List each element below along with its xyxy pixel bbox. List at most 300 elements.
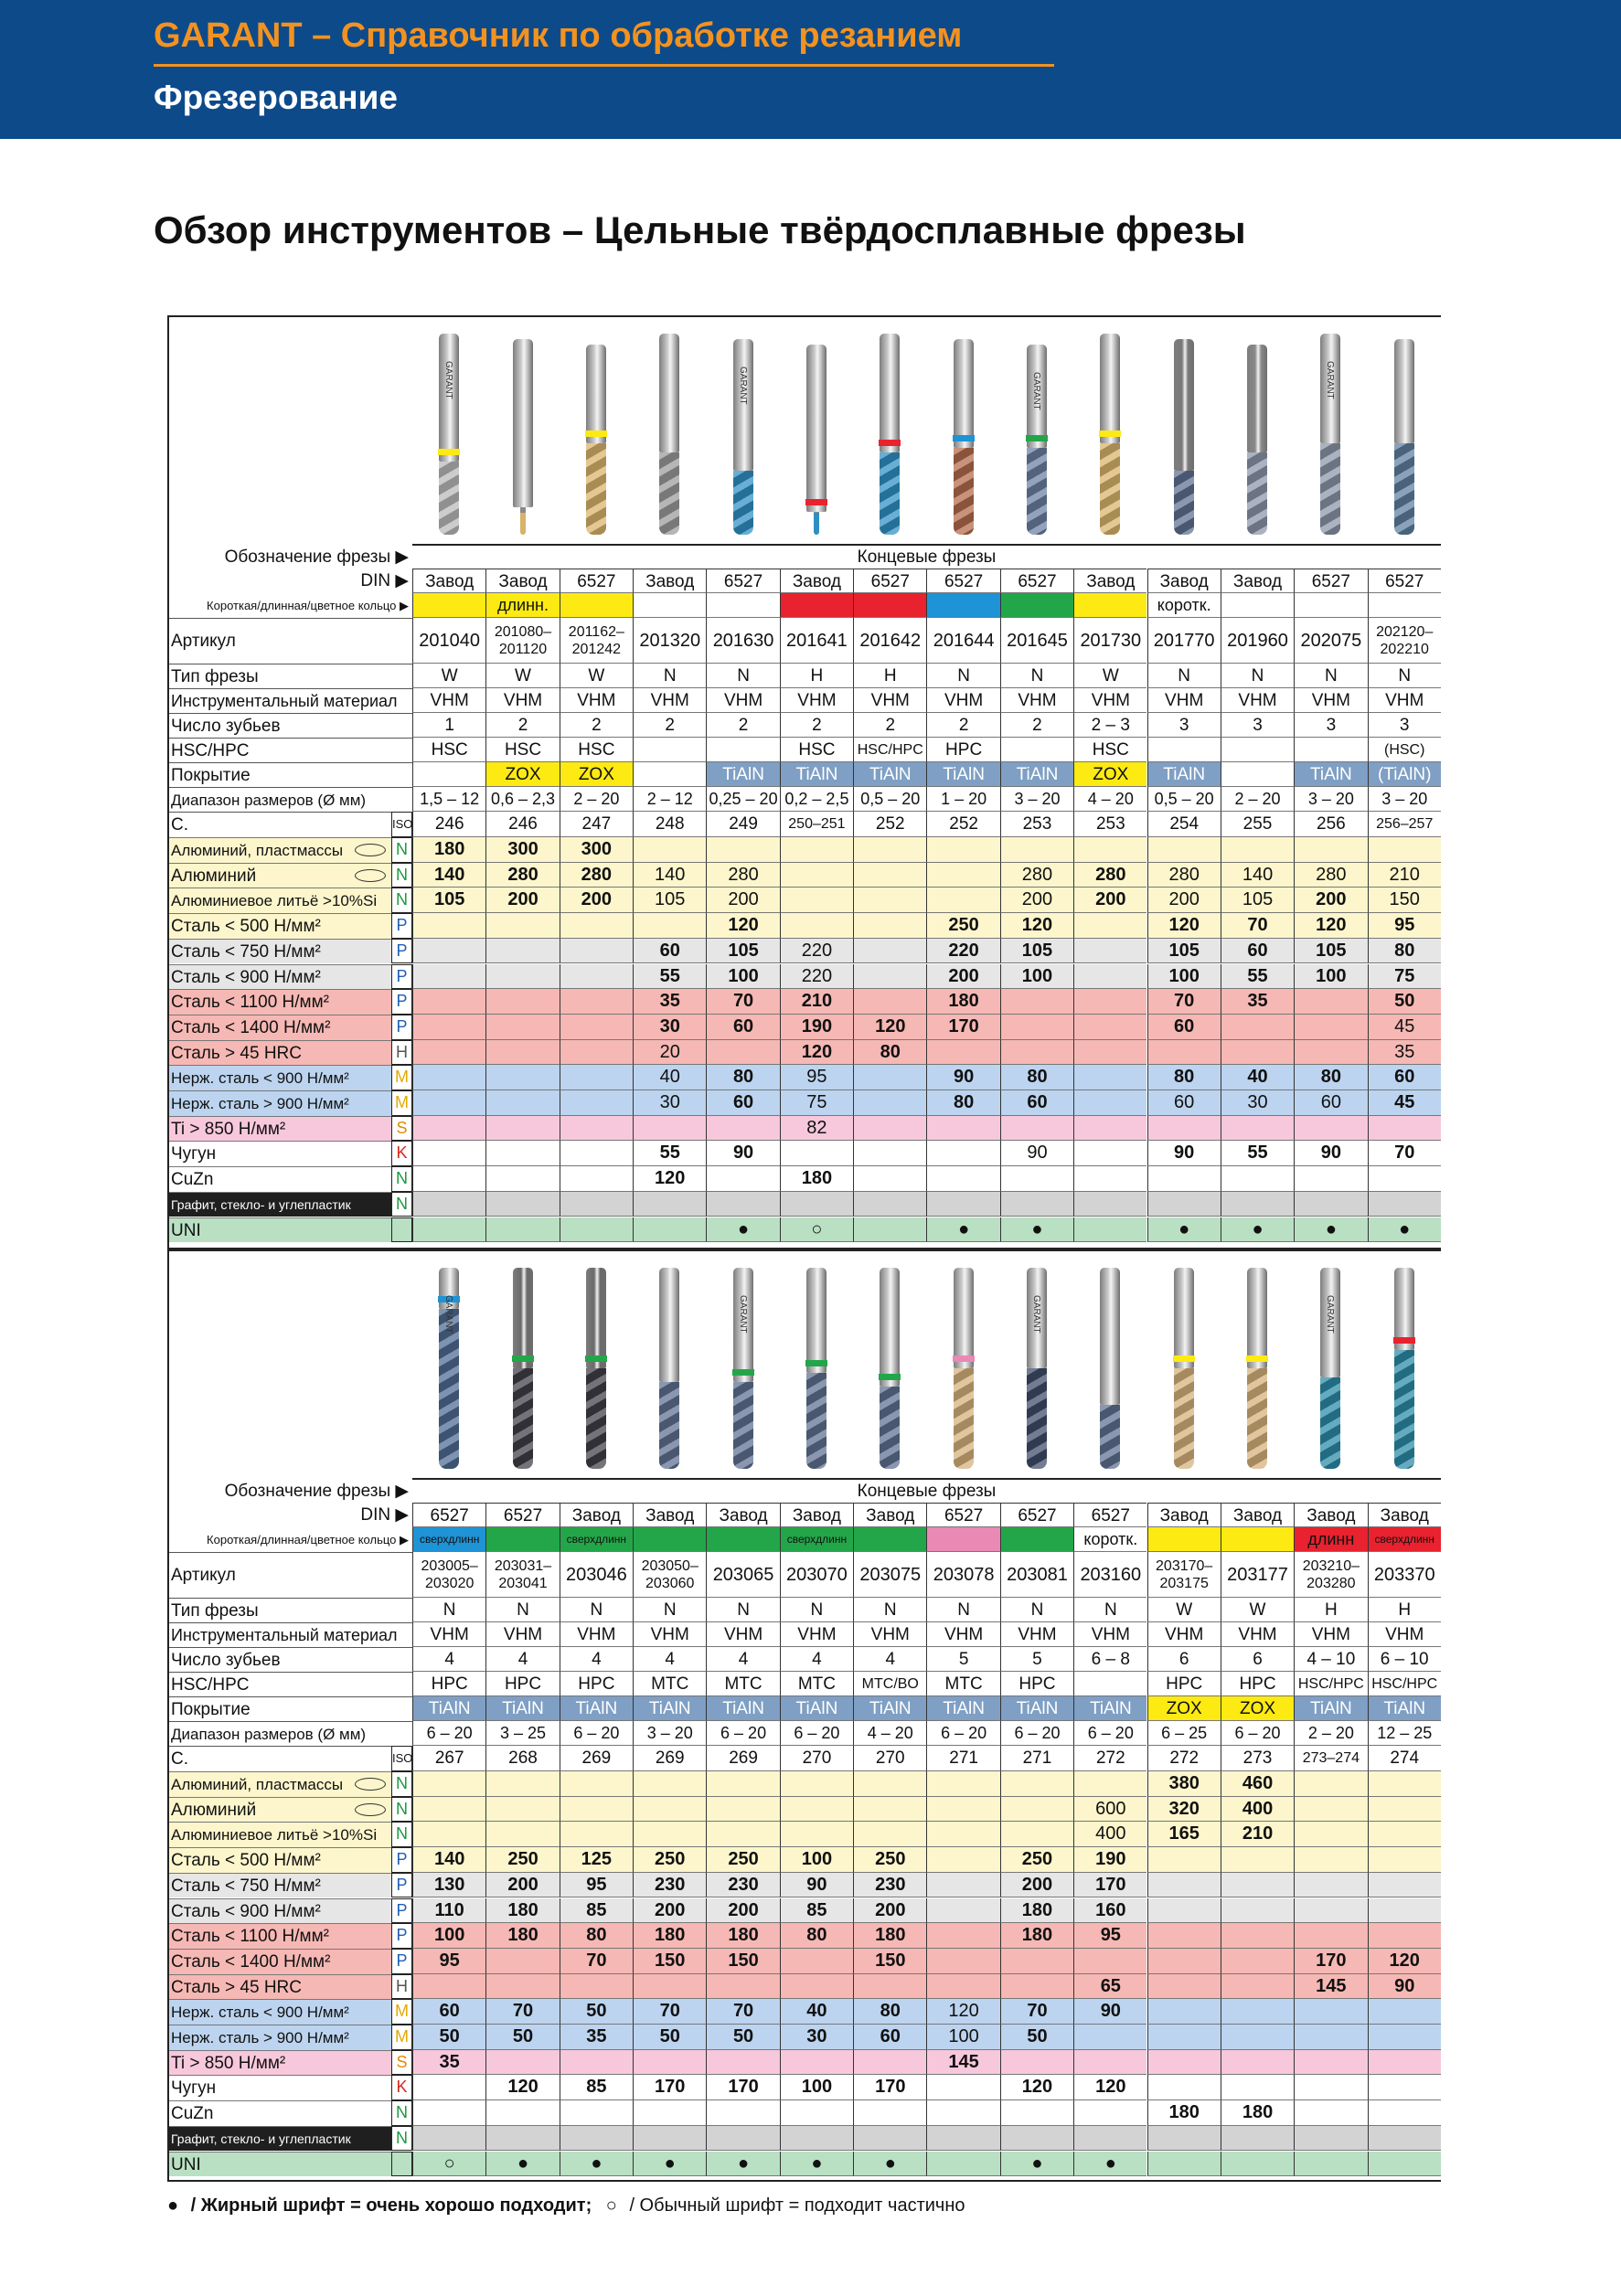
value-cell: 400 [1221,1797,1294,1823]
type-cell: N [1221,664,1294,688]
page-cell: 254 [1147,812,1221,837]
value-cell [780,1797,853,1823]
value-cell [1147,1847,1221,1873]
value-cell: 170 [633,2075,706,2100]
value-cell [1073,1192,1146,1217]
value-cell [780,837,853,863]
type-cell: W [485,664,559,688]
ring-cell [633,593,706,618]
range-cell: 3 – 20 [1000,787,1073,812]
value-cell [485,989,559,1015]
value-cell [633,1217,706,1243]
value-cell [1073,1116,1146,1142]
ring-cell [780,593,853,618]
iso-code: N [391,837,412,863]
value-cell [1368,2050,1441,2076]
din-cell: Завод [560,1503,633,1527]
value-cell [780,1192,853,1217]
teeth-cell: 5 [1000,1647,1073,1672]
material-row-label: Сталь < 900 Н/мм² [167,964,391,990]
type-cell: N [1294,664,1367,688]
material-cell: VHM [412,1622,485,1647]
value-cell [706,1040,779,1066]
value-cell [853,1217,926,1243]
value-cell: 200 [926,964,999,990]
coating-cell: TiAlN [1294,762,1367,787]
value-cell [560,1217,633,1243]
value-cell: 55 [1221,964,1294,990]
value-cell: 85 [560,1898,633,1924]
material-cell: VHM [1368,1622,1441,1647]
type-cell: N [926,664,999,688]
value-cell [853,939,926,964]
value-cell: 180 [633,1923,706,1949]
tool-13 [1320,1268,1340,1469]
value-cell: 75 [1368,964,1441,990]
legend-bold-text: / Жирный шрифт = очень хорошо подходит; [186,2195,592,2216]
iso-code: P [391,1015,412,1040]
value-cell: 220 [780,964,853,990]
header-subtitle: Фрезерование [154,79,398,116]
value-cell [633,1797,706,1823]
value-cell: 90 [926,1065,999,1090]
teeth-cell: 4 [412,1647,485,1672]
value-cell [1368,1999,1441,2025]
hsc-cell: MTC [780,1672,853,1696]
teeth-cell: 4 [633,1647,706,1672]
label-type: Тип фрезы [167,664,412,688]
coating-cell: TiAlN [1000,1696,1073,1721]
tool-ring [1026,435,1048,441]
value-cell [926,1116,999,1142]
value-cell: 70 [706,1999,779,2025]
material-cell: VHM [560,688,633,713]
material-row-label: Ti > 850 Н/мм² [167,2050,391,2076]
iso-code: M [391,1090,412,1116]
range-cell: 0,5 – 20 [1147,787,1221,812]
page-cell: 274 [1368,1746,1441,1771]
value-cell: 140 [412,1847,485,1873]
value-cell: 145 [926,2050,999,2076]
value-cell: 60 [853,2025,926,2050]
value-cell [1147,837,1221,863]
iso-code: P [391,989,412,1015]
value-cell: ● [853,2152,926,2177]
range-cell: 4 – 20 [1073,787,1146,812]
hsc-cell: HPC [1000,1672,1073,1696]
tool-brand-label: GARANT [1030,372,1041,410]
range-cell: 2 – 20 [1294,1721,1367,1746]
din-cell: Завод [633,569,706,593]
tool-ring [438,449,460,455]
ring-cell [1073,593,1146,618]
value-cell [1147,2025,1221,2050]
value-cell [1294,1847,1367,1873]
value-cell: 80 [1000,1065,1073,1090]
value-cell: ● [706,2152,779,2177]
hsc-cell: HPC [1147,1672,1221,1696]
value-cell: 100 [1000,964,1073,990]
value-cell: 140 [633,863,706,888]
value-cell: 125 [560,1847,633,1873]
value-cell: 80 [706,1065,779,1090]
material-cell: VHM [1073,688,1146,713]
value-cell [412,1217,485,1243]
value-cell: 40 [780,1999,853,2025]
range-cell: 6 – 25 [1147,1721,1221,1746]
value-cell: 105 [706,939,779,964]
tool-8 [954,1268,974,1469]
iso-code: N [391,888,412,913]
value-cell: 120 [1073,2075,1146,2100]
iso-code: N [391,2100,412,2126]
value-cell [1000,2126,1073,2152]
value-cell [853,2126,926,2152]
coating-cell: TiAlN [1147,762,1221,787]
article-cell: 203160 [1073,1552,1146,1598]
hsc-cell: HSC [560,738,633,762]
range-cell: 6 – 20 [926,1721,999,1746]
type-cell: W [1147,1598,1221,1622]
value-cell: 60 [1000,1090,1073,1116]
value-cell [1294,1898,1367,1924]
value-cell [1294,1116,1367,1142]
teeth-cell: 4 [706,1647,779,1672]
value-cell: 50 [560,1999,633,2025]
value-cell [926,1797,999,1823]
din-cell: 6527 [485,1503,559,1527]
article-cell: 203005– 203020 [412,1552,485,1598]
value-cell [633,1771,706,1797]
header-rule [154,64,1054,67]
group-label: Концевые фрезы [412,544,1441,569]
hsc-cell: MTC [633,1672,706,1696]
header-title: GARANT – Справочник по обработке резанием [154,16,963,55]
material-row-label: Алюминий, пластмассы [167,1771,391,1797]
value-cell [853,989,926,1015]
teeth-cell: 6 [1147,1647,1221,1672]
article-cell: 203370 [1368,1552,1441,1598]
value-cell: 100 [780,1847,853,1873]
value-cell: 50 [633,2025,706,2050]
article-cell: 201162– 201242 [560,618,633,664]
value-cell [560,1090,633,1116]
iso-code: H [391,1974,412,2000]
value-cell [926,1898,999,1924]
iso-code: S [391,2050,412,2076]
material-row-label: Нерж. сталь < 900 Н/мм² [167,1065,391,1090]
tool-ring [879,1374,901,1380]
value-cell: 250 [633,1847,706,1873]
value-cell [1294,1771,1367,1797]
value-cell: 120 [853,1015,926,1040]
tool-ring [879,440,901,446]
din-cell: 6527 [1368,569,1441,593]
page-cell: 272 [1073,1746,1146,1771]
din-cell: 6527 [412,1503,485,1527]
value-cell [1294,1822,1367,1847]
tool-shank [1174,1268,1194,1368]
teeth-cell: 4 [485,1647,559,1672]
value-cell [1294,989,1367,1015]
value-cell: 95 [560,1873,633,1898]
tool-ring [1393,1337,1415,1344]
value-cell: 70 [560,1949,633,1974]
iso-code: N [391,1822,412,1847]
teeth-cell: 3 [1368,713,1441,738]
value-cell [780,863,853,888]
tool-shank [659,334,679,452]
value-cell [1294,1040,1367,1066]
value-cell: 90 [706,1141,779,1166]
din-cell: 6527 [1294,569,1367,593]
value-cell [1368,2075,1441,2100]
tool-shank [513,1268,533,1368]
value-cell: 280 [1147,863,1221,888]
value-cell: 120 [485,2075,559,2100]
value-cell: ○ [412,2152,485,2177]
value-cell [560,1822,633,1847]
coating-cell: TiAlN [780,1696,853,1721]
value-cell [853,1166,926,1192]
type-cell: N [412,1598,485,1622]
value-cell: 145 [1294,1974,1367,2000]
hsc-cell [706,738,779,762]
coating-cell: ZOX [1147,1696,1221,1721]
value-cell: 60 [1147,1015,1221,1040]
value-cell [633,1822,706,1847]
value-cell [853,2100,926,2126]
iso-code: N [391,1166,412,1192]
value-cell [1073,1015,1146,1040]
din-cell: 6527 [706,569,779,593]
value-cell [1368,837,1441,863]
ring-cell [706,1527,779,1552]
din-cell: 6527 [926,1503,999,1527]
hsc-cell: HSC/HPC [1294,1672,1367,1696]
material-cell: VHM [853,1622,926,1647]
value-cell: 80 [853,1999,926,2025]
article-cell: 203046 [560,1552,633,1598]
article-cell: 201645 [1000,618,1073,664]
material-cell: VHM [560,1622,633,1647]
value-cell: ● [1000,1217,1073,1243]
value-cell: 45 [1368,1090,1441,1116]
tool-ring [585,430,607,437]
tool-shank [954,1268,974,1368]
value-cell: 200 [485,1873,559,1898]
value-cell: 105 [633,888,706,913]
value-cell [1368,2126,1441,2152]
tool-flute [733,471,753,535]
range-cell: 6 – 20 [1073,1721,1146,1746]
tool-10 [1100,334,1120,535]
article-cell: 203170– 203175 [1147,1552,1221,1598]
value-cell [1073,1040,1146,1066]
material-row-label: Сталь < 1100 Н/мм² [167,1923,391,1949]
value-cell: ● [1073,2152,1146,2177]
tool-ring [1246,1355,1268,1362]
iso-code: N [391,1192,412,1217]
tool-flute [1027,448,1047,535]
value-cell: ● [485,2152,559,2177]
article-cell: 203081 [1000,1552,1073,1598]
value-cell [1294,2050,1367,2076]
range-cell: 6 – 20 [1221,1721,1294,1746]
ring-cell [1000,1527,1073,1552]
value-cell: 60 [706,1090,779,1116]
value-cell [633,2050,706,2076]
teeth-cell: 3 [1147,713,1221,738]
value-cell [853,1771,926,1797]
din-cell: Завод [1294,1503,1367,1527]
material-cell: VHM [706,688,779,713]
coating-cell: TiAlN [780,762,853,787]
value-cell [1221,1166,1294,1192]
value-cell: 180 [706,1923,779,1949]
value-cell [485,1116,559,1142]
tool-brand-label: GARANT [737,1295,748,1334]
tool-14 [1394,1268,1414,1469]
value-cell: 200 [1294,888,1367,913]
value-cell [412,1822,485,1847]
value-cell [1221,1847,1294,1873]
value-cell: 120 [706,913,779,939]
iso-code: M [391,1999,412,2025]
value-cell: 120 [1000,913,1073,939]
hsc-cell [1221,738,1294,762]
value-cell: 200 [1000,1873,1073,1898]
label-designation: Обозначение фрезы ▶ [224,547,409,567]
teeth-cell: 4 – 10 [1294,1647,1367,1672]
value-cell: 150 [706,1949,779,1974]
value-cell [1147,1166,1221,1192]
value-cell: 140 [1221,863,1294,888]
din-cell: 6527 [853,569,926,593]
value-cell: ● [926,1217,999,1243]
value-cell [1221,2152,1294,2177]
value-cell: 190 [1073,1847,1146,1873]
value-cell [1221,1192,1294,1217]
value-cell: 60 [633,939,706,964]
material-cell: VHM [1294,688,1367,713]
coating-cell: TiAlN [926,762,999,787]
value-cell [412,1090,485,1116]
article-cell: 203031– 203041 [485,1552,559,1598]
value-cell [853,1797,926,1823]
material-row-label: Алюминиевое литьё >10%Si [167,888,391,913]
label-ring: Короткая/длинная/цветное кольцо ▶ [207,1533,409,1547]
din-cell: Завод [1221,1503,1294,1527]
value-cell: 105 [1147,939,1221,964]
din-cell: Завод [1368,1503,1441,1527]
value-cell [560,964,633,990]
teeth-cell: 6 – 8 [1073,1647,1146,1672]
value-cell [926,837,999,863]
value-cell [1221,1015,1294,1040]
tool-flute [586,443,606,535]
value-cell: 80 [1147,1065,1221,1090]
iso-code: P [391,1923,412,1949]
legend-normal-text: / Обычный шрифт = подходит частично [624,2195,965,2216]
tool-shank [586,1268,606,1368]
value-cell: 35 [1368,1040,1441,1066]
tool-flute [659,1382,679,1469]
value-cell [485,2100,559,2126]
coating-cell: TiAlN [412,1696,485,1721]
value-cell [560,2050,633,2076]
material-cell: VHM [1221,688,1294,713]
value-cell: 95 [780,1065,853,1090]
page-cell: 247 [560,812,633,837]
tool-6 [806,345,826,535]
tool-5 [733,1268,753,1469]
value-cell: 70 [633,1999,706,2025]
material-row-label: Алюминий, пластмассы [167,837,391,863]
coating-cell: TiAlN [1368,1696,1441,1721]
article-cell: 203070 [780,1552,853,1598]
value-cell: 230 [853,1873,926,1898]
teeth-cell: 4 [780,1647,853,1672]
value-cell [853,863,926,888]
value-cell [1368,2100,1441,2126]
teeth-cell: 6 – 10 [1368,1647,1441,1672]
value-cell [706,1771,779,1797]
coating-cell [1221,762,1294,787]
value-cell: 60 [1368,1065,1441,1090]
type-cell: N [1368,664,1441,688]
article-cell: 203050– 203060 [633,1552,706,1598]
iso-header: ISO [391,1746,412,1771]
value-cell: 105 [1000,939,1073,964]
teeth-cell: 3 [1221,713,1294,738]
article-cell: 203177 [1221,1552,1294,1598]
value-cell [926,2075,999,2100]
ring-cell [853,1527,926,1552]
value-cell [1073,1141,1146,1166]
value-cell [1294,1015,1367,1040]
value-cell [1000,2100,1073,2126]
hsc-cell: MTC/BO [853,1672,926,1696]
value-cell [853,888,926,913]
value-cell [853,837,926,863]
value-cell [1368,1116,1441,1142]
tool-brand-label: GARANT [1325,361,1336,399]
label-ring: Короткая/длинная/цветное кольцо ▶ [207,599,409,612]
value-cell: 210 [1368,863,1441,888]
hsc-cell [1000,738,1073,762]
iso-code: P [391,1949,412,1974]
range-cell: 0,6 – 2,3 [485,787,559,812]
din-cell: Завод [853,1503,926,1527]
article-cell: 201770 [1147,618,1221,664]
value-cell [926,1192,999,1217]
value-cell [1368,2152,1441,2177]
page-cell: 249 [706,812,779,837]
tool-flute [954,1368,974,1469]
material-cell: VHM [485,688,559,713]
value-cell: 82 [780,1116,853,1142]
value-cell [1221,2075,1294,2100]
page-header [0,0,1621,139]
material-cell: VHM [926,688,999,713]
value-cell [412,1141,485,1166]
iso-code: P [391,913,412,939]
value-cell: 180 [780,1166,853,1192]
hsc-cell: HSC [485,738,559,762]
value-cell [412,1015,485,1040]
value-cell: 180 [1147,2100,1221,2126]
